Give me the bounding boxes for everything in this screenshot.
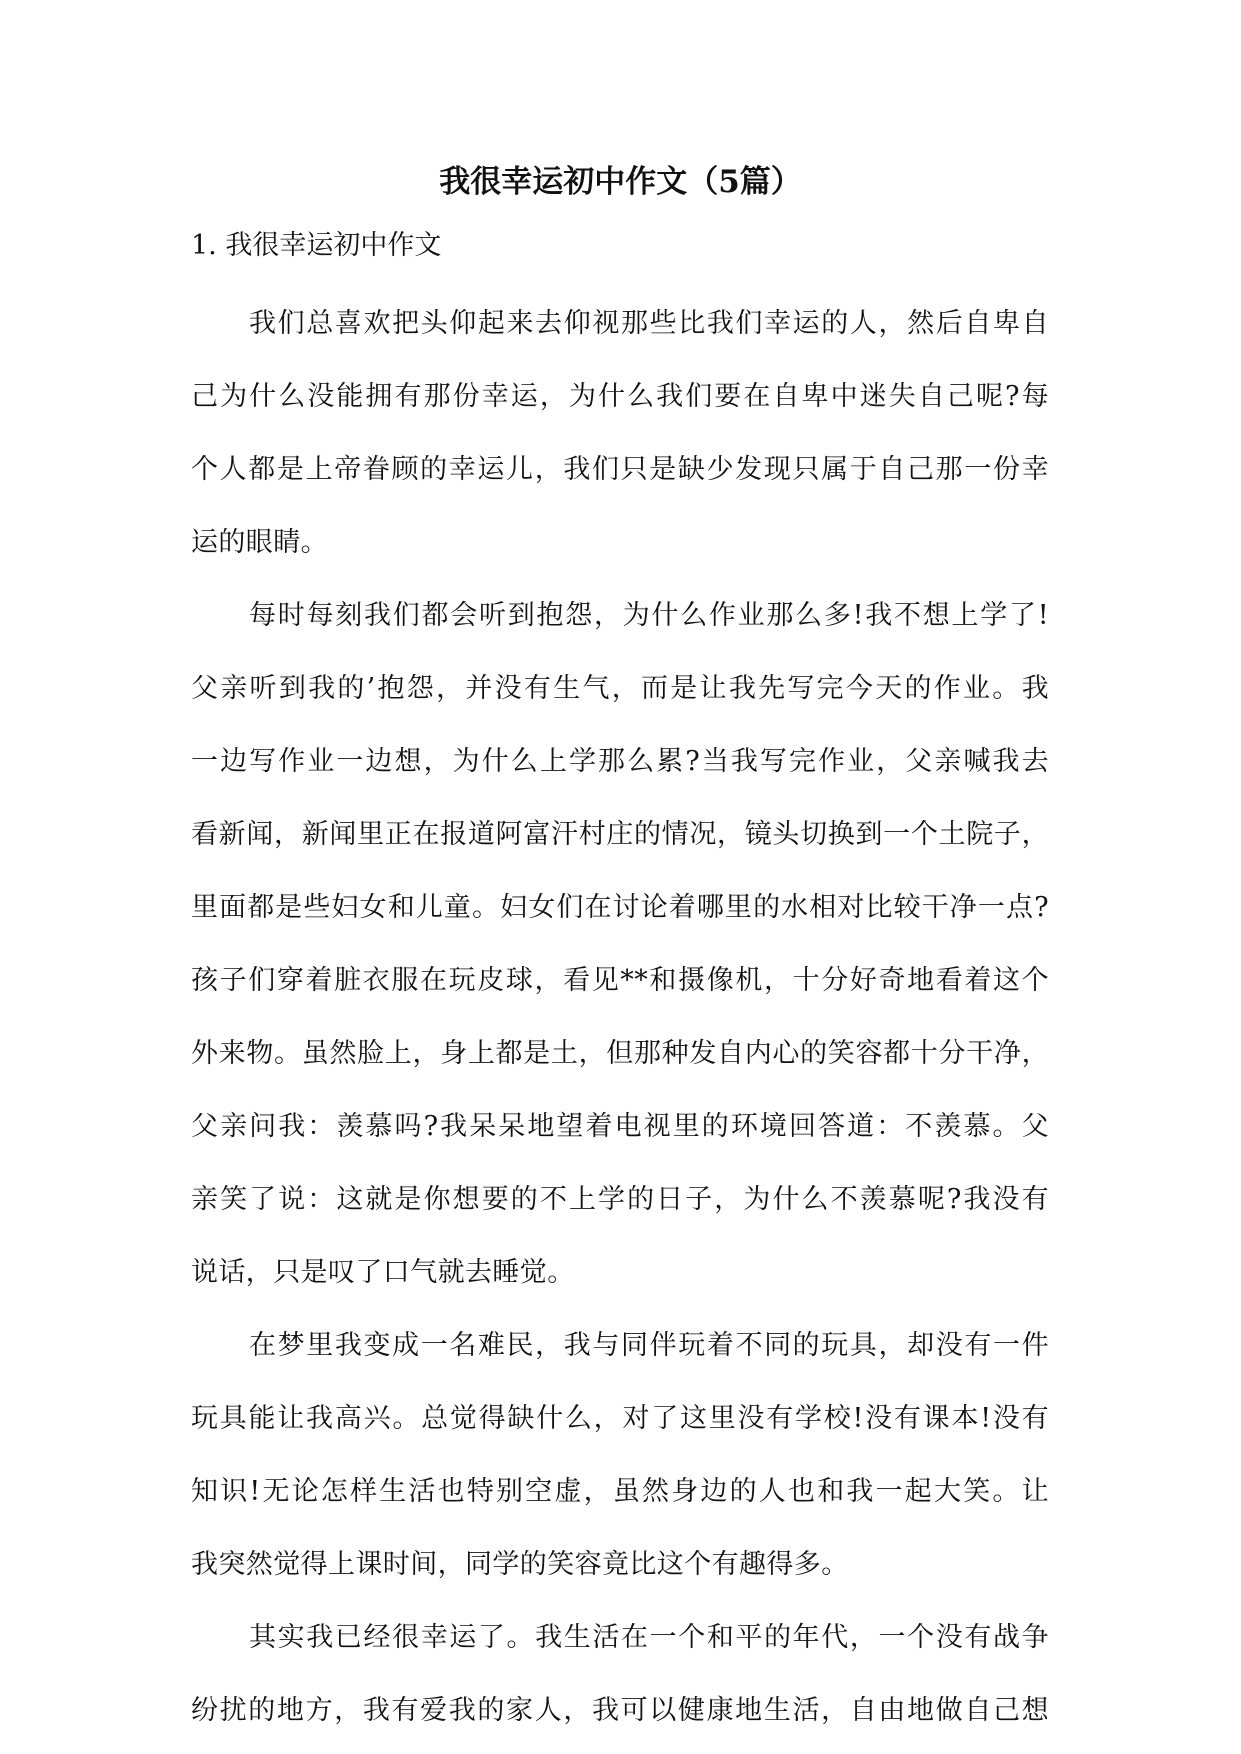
paragraph-line: 每时每刻我们都会听到抱怨，为什么作业那么多!我不想上学了! <box>249 600 1049 631</box>
document-body <box>191 288 1049 1748</box>
document-title: 我很幸运初中作文（5篇） <box>439 164 802 200</box>
paragraph-line: 我突然觉得上课时间，同学的笑容竟比这个有趣得多。 <box>191 1549 849 1580</box>
paragraph-line: 知识!无论怎样生活也特别空虚，虽然身边的人也和我一起大笑。让 <box>191 1476 1049 1507</box>
paragraph-line: 看新闻，新闻里正在报道阿富汗村庄的情况，镜头切换到一个土院子， <box>191 819 1049 850</box>
paragraph-line: 父亲问我：羡慕吗?我呆呆地望着电视里的环境回答道：不羡慕。父 <box>191 1111 1049 1142</box>
paragraph-line: 一边写作业一边想，为什么上学那么累?当我写完作业，父亲喊我去 <box>191 746 1049 777</box>
paragraph-line: 说话，只是叹了口气就去睡觉。 <box>191 1257 575 1288</box>
paragraph <box>191 580 1049 1310</box>
paragraph-line: 父亲听到我的’抱怨，并没有生气，而是让我先写完今天的作业。我 <box>191 673 1049 704</box>
paragraph-line: 外来物。虽然脸上，身上都是土，但那种发自内心的笑容都十分干净， <box>191 1038 1049 1069</box>
paragraph-line: 亲笑了说：这就是你想要的不上学的日子，为什么不羡慕呢?我没有 <box>191 1184 1049 1215</box>
paragraph <box>191 288 1049 580</box>
paragraph <box>191 1602 1049 1748</box>
paragraph-line: 在梦里我变成一名难民，我与同伴玩着不同的玩具，却没有一件 <box>249 1330 1049 1361</box>
paragraph-line: 里面都是些妇女和儿童。妇女们在讨论着哪里的水相对比较干净一点? <box>191 892 1049 923</box>
paragraph-line: 孩子们穿着脏衣服在玩皮球，看见**和摄像机，十分好奇地看着这个 <box>191 965 1049 996</box>
paragraph <box>191 1310 1049 1602</box>
paragraph-line: 纷扰的地方，我有爱我的家人，我可以健康地生活，自由地做自己想 <box>191 1695 1049 1726</box>
paragraph-line: 己为什么没能拥有那份幸运，为什么我们要在自卑中迷失自己呢?每 <box>191 381 1049 412</box>
paragraph-line: 其实我已经很幸运了。我生活在一个和平的年代，一个没有战争 <box>249 1622 1049 1653</box>
paragraph-line: 我们总喜欢把头仰起来去仰视那些比我们幸运的人，然后自卑自 <box>249 308 1049 339</box>
paragraph-line: 玩具能让我高兴。总觉得缺什么，对了这里没有学校!没有课本!没有 <box>191 1403 1049 1434</box>
paragraph-line: 运的眼睛。 <box>191 527 328 558</box>
section-heading: 1. 我很幸运初中作文 <box>191 230 442 261</box>
paragraph-line: 个人都是上帝眷顾的幸运儿，我们只是缺少发现只属于自己那一份幸 <box>191 454 1049 485</box>
